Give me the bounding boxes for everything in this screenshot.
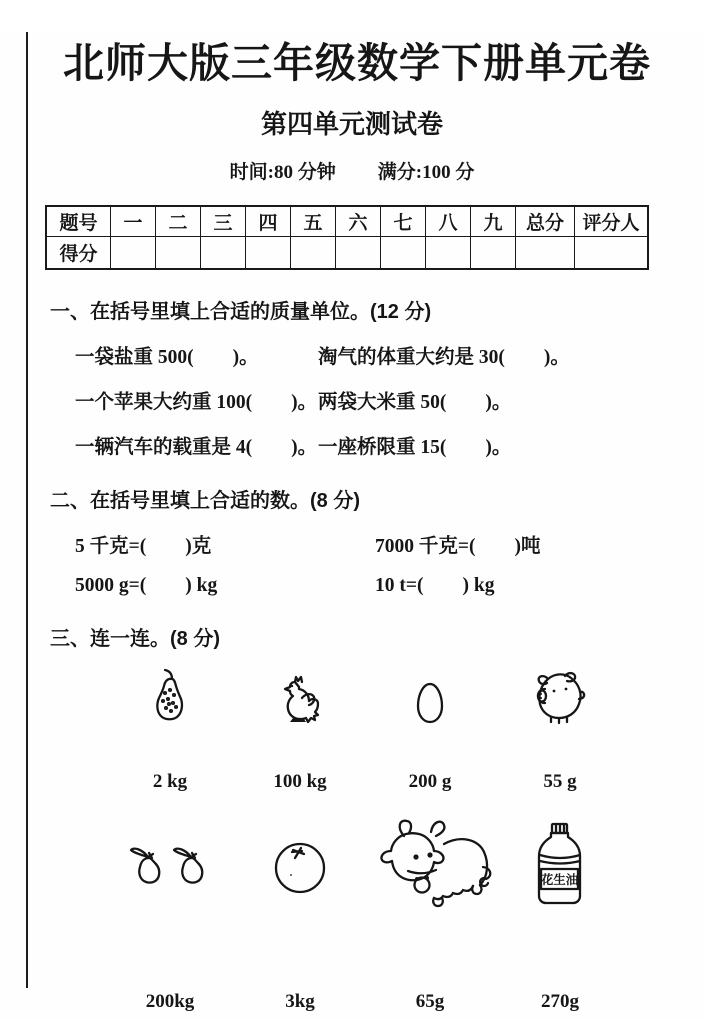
- weight-label: 55 g: [543, 771, 577, 792]
- time-info: 时间:80 分钟: [229, 162, 336, 183]
- egg-icon: [415, 681, 445, 725]
- section-3-heading: 三、连一连。(8 分): [50, 628, 220, 650]
- score-table-header-cell: 三: [201, 206, 246, 237]
- question-item: 一袋盐重 500( )。: [75, 347, 259, 368]
- score-cell-empty: [336, 237, 381, 270]
- question-item: 10 t=( ) kg: [375, 575, 495, 596]
- two-pears-icon: [128, 840, 212, 892]
- weight-label: 200kg: [145, 991, 195, 1012]
- section-1-heading: 一、在括号里填上合适的质量单位。(12 分): [50, 301, 432, 323]
- score-table-header-row: [46, 206, 648, 237]
- oil-bottle-icon: [532, 822, 588, 910]
- score-table-header-cell: 二: [156, 206, 201, 237]
- match-labels-row-2: [105, 991, 704, 1013]
- piglet-icon: [533, 669, 587, 725]
- question-item: 一个苹果大约重 100( )。: [75, 392, 318, 413]
- score-table-header-cell: 七: [381, 206, 426, 237]
- question-item: 淘气的体重大约是 30( )。: [318, 347, 570, 368]
- question-item: 5 千克=( )克: [75, 536, 212, 557]
- question-row: [75, 431, 704, 459]
- weight-label: 3kg: [285, 991, 315, 1012]
- score-cell-empty: [201, 237, 246, 270]
- match-labels-row-1: [105, 771, 704, 793]
- score-cell-empty: [291, 237, 336, 270]
- section-2: [0, 484, 704, 597]
- match-icons-row-2: [105, 815, 704, 917]
- score-cell-empty: [426, 237, 471, 270]
- question-row: [75, 575, 704, 597]
- hen-icon: [279, 673, 321, 725]
- bottle-label-text: 花生油: [540, 873, 579, 887]
- weight-label: 65g: [415, 991, 445, 1012]
- section-1: [0, 295, 704, 459]
- score-table-header-cell: 四: [246, 206, 291, 237]
- score-table-header-cell: 总分: [516, 206, 575, 237]
- score-table: [45, 205, 649, 270]
- question-item: 一座桥限重 15( )。: [318, 437, 512, 458]
- question-item: 7000 千克=( )吨: [375, 536, 541, 557]
- score-table-score-row: [46, 237, 648, 270]
- score-table-header-cell: 一: [111, 206, 156, 237]
- question-row: [75, 341, 704, 369]
- weight-label: 2 kg: [152, 771, 188, 792]
- page-subtitle: 第四单元测试卷: [260, 109, 443, 139]
- page-title: 北师大版三年级数学下册单元卷: [63, 40, 651, 86]
- question-item: 5000 g=( ) kg: [75, 575, 218, 596]
- weight-label: 270g: [541, 991, 579, 1012]
- exam-info: [0, 157, 704, 184]
- match-icons-row-1: [105, 663, 704, 725]
- question-item: 一辆汽车的载重是 4( )。: [75, 437, 318, 458]
- score-cell-empty: [111, 237, 156, 270]
- score-table-header-cell: 题号: [46, 206, 111, 237]
- score-row-label: 得分: [46, 237, 111, 270]
- score-table-header-cell: 九: [471, 206, 516, 237]
- question-item: 两袋大米重 50( )。: [318, 392, 512, 413]
- score-table-header-cell: 六: [336, 206, 381, 237]
- score-table-header-cell: 评分人: [575, 206, 649, 237]
- pear-icon: [153, 667, 187, 725]
- worksheet-page: [0, 30, 704, 1019]
- score-table-header-cell: 八: [426, 206, 471, 237]
- score-cell-empty: [516, 237, 575, 270]
- left-margin-rule: [26, 32, 28, 988]
- score-cell-empty: [471, 237, 516, 270]
- weight-label: 100 kg: [273, 771, 327, 792]
- score-cell-empty: [575, 237, 649, 270]
- section-2-heading: 二、在括号里填上合适的数。(8 分): [50, 490, 360, 512]
- weight-label: 200 g: [408, 771, 452, 792]
- question-row: [75, 530, 704, 558]
- score-table-header-cell: 五: [291, 206, 336, 237]
- section-3: [0, 622, 704, 1013]
- score-cell-empty: [246, 237, 291, 270]
- cow-icon: [368, 816, 492, 916]
- orange-icon: [271, 837, 329, 895]
- score-cell-empty: [381, 237, 426, 270]
- question-row: [75, 386, 704, 414]
- score-info: 满分:100 分: [377, 162, 475, 183]
- score-cell-empty: [156, 237, 201, 270]
